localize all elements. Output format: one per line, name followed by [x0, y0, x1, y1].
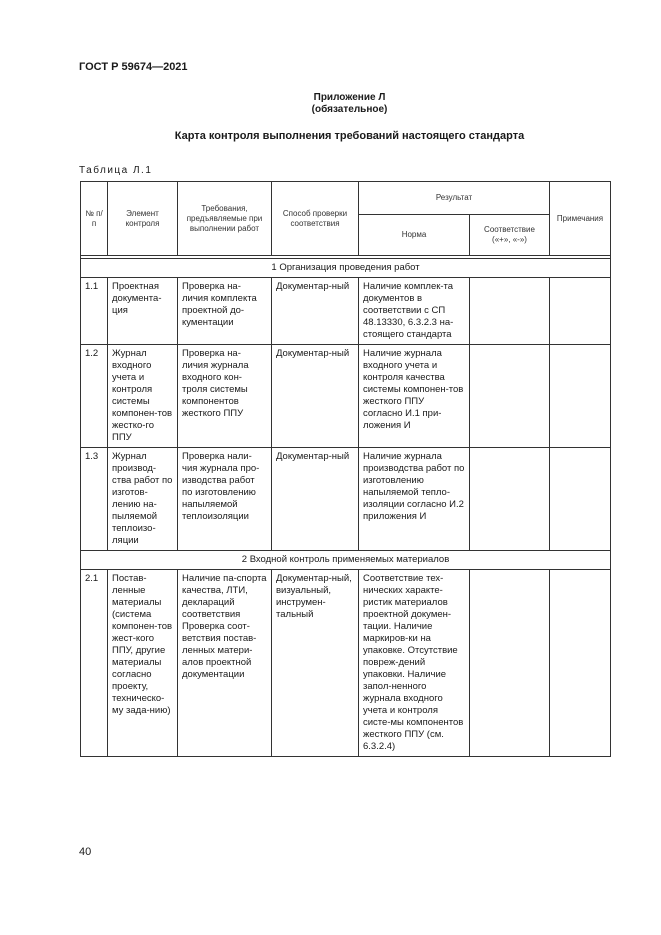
row-compliance — [470, 345, 550, 448]
row-norm: Соответствие тех-нических характе-ристик материалов проектной докумен-тации. Наличие маркиров-ки на упаковке. Отсутствие повреж-дений упаковки. Наличие запол-ненного журнала входного учета и контроля систе-мы компонентов жесткого ППУ (см. 6.3.2.4) — [359, 570, 470, 757]
row-notes — [550, 278, 611, 345]
table-row — [81, 448, 611, 551]
row-compliance — [470, 278, 550, 345]
header-requirements: Требования, предъявляемые при выполнении работ — [178, 182, 272, 256]
page-number: 40 — [79, 846, 92, 858]
row-requirement: Проверка на-личия журнала входного кон-троля системы компонентов жесткого ППУ — [178, 345, 272, 448]
header-method: Способ проверки соответствия — [272, 182, 359, 256]
table-row — [81, 345, 611, 448]
row-method: Документар-ный, визуальный, инструмен-тальный — [272, 570, 359, 757]
row-element: Проектная документа-ция — [108, 278, 178, 345]
row-method: Документар-ный — [272, 278, 359, 345]
row-element: Постав-ленные материалы (система компонен-тов жест-кого ППУ, другие материалы согласно проекту, техническо-му зада-нию) — [108, 570, 178, 757]
row-notes — [550, 570, 611, 757]
row-notes — [550, 448, 611, 551]
header-norm: Норма — [359, 215, 470, 256]
row-method: Документар-ный — [272, 448, 359, 551]
control-map-table — [80, 181, 611, 757]
header-num: № п/п — [81, 182, 108, 256]
header-result: Результат — [359, 182, 550, 215]
table-row — [81, 570, 611, 757]
row-num: 2.1 — [81, 570, 108, 757]
row-num: 1.3 — [81, 448, 108, 551]
row-norm: Наличие комплек-та документов в соответствии с СП 48.13330, 6.3.2.3 на-стоящего стандарта — [359, 278, 470, 345]
section-title: 2 Входной контроль применяемых материалов — [81, 551, 611, 570]
row-num: 1.2 — [81, 345, 108, 448]
row-notes — [550, 345, 611, 448]
row-compliance — [470, 448, 550, 551]
row-num: 1.1 — [81, 278, 108, 345]
row-norm: Наличие журнала входного учета и контроля качества системы компонен-тов жесткого ППУ согласно И.1 при-ложения И — [359, 345, 470, 448]
appendix-title: Приложение Л — [313, 92, 386, 103]
table-row — [81, 278, 611, 345]
table-caption: Таблица Л.1 — [79, 165, 153, 176]
row-method: Документар-ный — [272, 345, 359, 448]
row-element: Журнал производ-ства работ по изготов-лению на-пыляемой теплоизо-ляции — [108, 448, 178, 551]
row-norm: Наличие журнала производства работ по изготовлению напыляемой тепло-изоляции согласно И.2 приложения И — [359, 448, 470, 551]
page-title: Карта контроля выполнения требований настоящего стандарта — [174, 130, 525, 142]
header-element: Элемент контроля — [108, 182, 178, 256]
row-compliance — [470, 570, 550, 757]
document-code: ГОСТ Р 59674—2021 — [79, 61, 188, 73]
row-requirement: Проверка на-личия комплекта проектной до-кументации — [178, 278, 272, 345]
section-title: 1 Организация проведения работ — [81, 259, 611, 278]
header-notes: Примечания — [550, 182, 611, 256]
row-requirement: Наличие па-спорта качества, ЛТИ, деклараций соответствия Проверка соот-ветствия постав-ленных матери-алов проектной документации — [178, 570, 272, 757]
header-compliance: Соответствие («+», «-») — [470, 215, 550, 256]
row-requirement: Проверка нали-чия журнала про-изводства работ по изготовлению напыляемой теплоизоляции — [178, 448, 272, 551]
appendix-note: (обязательное) — [311, 104, 388, 115]
row-element: Журнал входного учета и контроля системы компонен-тов жестко-го ППУ — [108, 345, 178, 448]
